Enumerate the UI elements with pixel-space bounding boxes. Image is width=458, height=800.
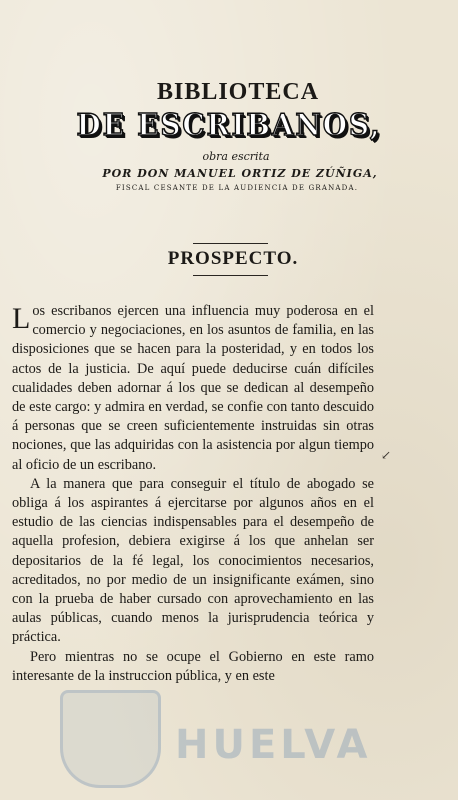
- title-line-1: BIBLIOTECA: [156, 79, 320, 105]
- section-title: PROSPECTO.: [167, 248, 299, 269]
- body-text: [12, 302, 374, 686]
- title-line-2: DE ESCRIBANOS,: [76, 108, 382, 143]
- margin-mark-icon: ↙: [381, 448, 392, 462]
- bottom-rule: [193, 275, 268, 276]
- title-block: [0, 78, 458, 192]
- author-role: FISCAL CESANTE DE LA AUDIENCIA DE GRANADA.: [115, 184, 359, 192]
- subtitle: obra escrita: [202, 150, 270, 163]
- paragraph-2: A la manera que para conseguir el título de abogado se obliga á los aspirantes á ejercitarse por algunos años en el estudio de las ciencias indispensables para el desempeño de aquella profesion, debiera exigirse á los que anhelan ser depositarios de la fé legal, los conocimientos necesarios, acreditados, no por medio de un insignificante exámen, sino con la prueba de haber cursado con aprovechamiento en las aulas públicas, cuando menos la jurisprudencia teórica y práctica.: [12, 475, 374, 646]
- paragraph-3: Pero mientras no se ocupe el Gobierno en este ramo interesante de la instruccion pública, y en este: [12, 648, 374, 684]
- paragraph-1-text: os escribanos ejercen una influencia muy poderosa en el comercio y negociaciones, en los asuntos de familia, en las disposiciones que se hacen para la posteridad, y en todos los actos de la justicia. De aquí puede deducirse cuán difíciles cualidades deben adornar á los que se dedican al desempeño de este cargo: y admira en verdad, se confie con tanto descuido á personas que se creen suficientemente instruidas sin otras nociones, que las adquiridas con la asistencia por algun tiempo al oficio de un escribano.: [12, 303, 374, 473]
- author-line: POR DON MANUEL ORTIZ DE ZÚÑIGA,: [102, 167, 378, 180]
- section-heading: [0, 243, 458, 276]
- drop-cap: L: [12, 302, 31, 335]
- watermark: HUELVA: [175, 722, 372, 768]
- paragraph-1: [12, 302, 374, 475]
- top-rule: [193, 243, 268, 244]
- library-seal-watermark: [60, 690, 161, 788]
